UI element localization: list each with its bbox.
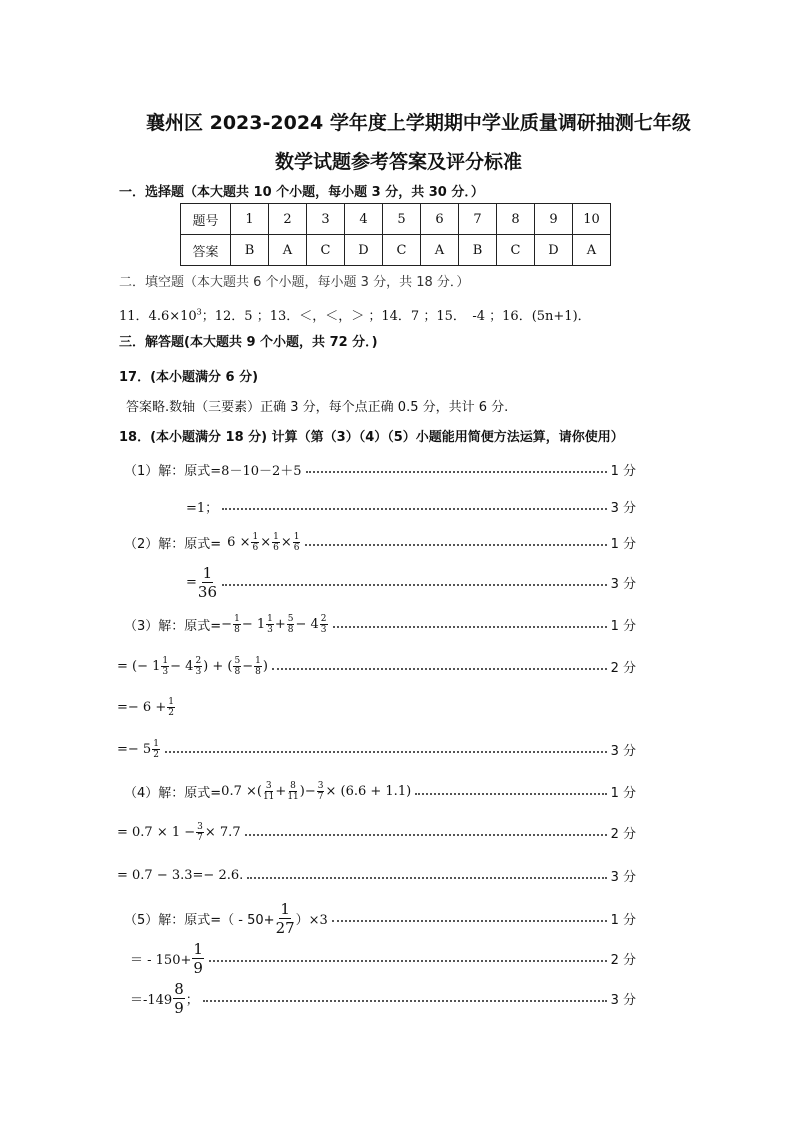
fraction: $\frac{1}{6}$ bbox=[252, 532, 259, 553]
q18-p1-line2 bbox=[186, 497, 636, 516]
leader-dots bbox=[333, 626, 607, 628]
table-cell: 8 bbox=[497, 204, 535, 235]
q18-p5-result-tail: ； bbox=[185, 993, 199, 1008]
q18-p3-result: =− 5 bbox=[117, 742, 152, 757]
table-cell: 10 bbox=[573, 204, 611, 235]
table-row bbox=[181, 235, 611, 266]
fraction: $\frac{1}{9}$ bbox=[193, 940, 203, 977]
fraction: $\frac{2}{3}$ bbox=[320, 614, 327, 635]
q18-p4-label: （4）解：原式= bbox=[124, 786, 222, 801]
table-cell: C bbox=[497, 235, 535, 266]
table-cell: A bbox=[269, 235, 307, 266]
fraction: $\frac{1}{6}$ bbox=[273, 532, 279, 553]
fraction: $\frac{3}{11}$ bbox=[262, 781, 275, 802]
leader-dots bbox=[306, 471, 607, 473]
q18-p4-expr-c: × (6.6 + 1.1) bbox=[325, 784, 412, 799]
fill-answers bbox=[119, 305, 591, 324]
score: 1 分 bbox=[610, 464, 636, 479]
q18-p3-step: =− 6 + bbox=[117, 700, 167, 715]
score: 2 分 bbox=[610, 953, 636, 968]
score: 1 分 bbox=[610, 786, 636, 801]
q18-p4-line1: （4）解：原式= 0.7 × ( $\frac{3}{11}$ + $\frac{8}{11}$ ) − $\frac{3}{7}$ × (6.6 + 1.1) 1 分 bbox=[124, 781, 636, 802]
fraction: $\frac{1}{3}$ bbox=[267, 614, 273, 635]
document-title: 襄州区 2023-2024 学年度上学期期中学业质量调研抽测七年级 bbox=[146, 112, 691, 134]
fill-q11-exponent: 3 bbox=[196, 307, 202, 317]
fraction: $\frac{5}{8}$ bbox=[234, 656, 241, 677]
score: 3 分 bbox=[610, 993, 636, 1008]
q18-p2-line1: （2）解：原式= 6 × $\frac{1}{6}$ × $\frac{1}{6}$ × $\frac{1}{6}$ 1 分 bbox=[124, 532, 636, 553]
leader-dots bbox=[272, 668, 607, 670]
fraction: $\frac{3}{7}$ bbox=[197, 822, 203, 843]
table-cell: 4 bbox=[345, 204, 383, 235]
q18-p4-expr-b: − bbox=[304, 784, 316, 799]
score: 1 分 bbox=[610, 619, 636, 634]
leader-dots bbox=[209, 960, 607, 962]
table-cell: 3 bbox=[307, 204, 345, 235]
q18-p5-line2 bbox=[130, 940, 636, 977]
q18-p3-line1: （3）解：原式= − $\frac{1}{8}$ − 1 $\frac{1}{3}$ + $\frac{5}{8}$ − 4 $\frac{2}{3}$ 1 分 bbox=[124, 614, 636, 635]
table-header-answer: 答案 bbox=[181, 235, 231, 266]
leader-dots bbox=[332, 920, 607, 922]
fraction: $\frac{1}{2}$ bbox=[153, 739, 159, 760]
table-cell: C bbox=[383, 235, 421, 266]
score: 1 分 bbox=[610, 913, 636, 928]
score: 1 分 bbox=[610, 537, 636, 552]
table-cell: A bbox=[573, 235, 611, 266]
score: 2 分 bbox=[610, 661, 636, 676]
table-cell: C bbox=[307, 235, 345, 266]
q18-p1-result: =1； bbox=[186, 501, 219, 516]
leader-dots bbox=[203, 1000, 607, 1002]
fraction: $\frac{3}{7}$ bbox=[317, 781, 324, 802]
fraction: $\frac{8}{11}$ bbox=[287, 781, 299, 802]
q18-p3-line2: = (− 1 $\frac{1}{3}$ − 4 $\frac{2}{3}$ ) + ( $\frac{5}{8}$ − $\frac{1}{8}$ ) 2 分 bbox=[117, 656, 636, 677]
table-row bbox=[181, 204, 611, 235]
score: 3 分 bbox=[610, 501, 636, 516]
table-cell: 1 bbox=[231, 204, 269, 235]
leader-dots bbox=[245, 834, 607, 836]
leader-dots bbox=[222, 584, 607, 586]
table-cell: A bbox=[421, 235, 459, 266]
q18-p5-step: ＝ - 150+ bbox=[130, 953, 192, 968]
table-cell: 6 bbox=[421, 204, 459, 235]
q18-p5-line3 bbox=[130, 980, 636, 1017]
q17-heading: 17．(本小题满分 6 分) bbox=[119, 370, 259, 385]
score: 2 分 bbox=[610, 827, 636, 842]
q18-p2-line2: = $\frac{1}{36}$ 3 分 bbox=[186, 564, 636, 601]
section-solve-heading: 三．解答题(本大题共 9 个小题，共 72 分．) bbox=[119, 335, 378, 350]
answer-table bbox=[180, 203, 611, 266]
score: 3 分 bbox=[610, 744, 636, 759]
leader-dots bbox=[415, 793, 606, 795]
section-choice-heading: 一．选择题（本大题共 10 个小题，每小题 3 分，共 30 分．） bbox=[119, 185, 484, 200]
q18-p4-expr-a: 0.7 × bbox=[221, 784, 257, 799]
fraction: $\frac{1}{8}$ bbox=[255, 656, 261, 677]
fraction: $\frac{1}{8}$ bbox=[234, 614, 240, 635]
fraction: $\frac{1}{27}$ bbox=[275, 900, 295, 937]
leader-dots bbox=[165, 751, 607, 753]
q18-p1-expr: =8－10－2＋5 bbox=[210, 464, 302, 479]
q18-p2-label: （2）解：原式= bbox=[124, 537, 222, 552]
fill-q11: 11．4.6×10 bbox=[119, 309, 197, 324]
table-cell: 2 bbox=[269, 204, 307, 235]
fraction: $\frac{8}{9}$ bbox=[174, 980, 184, 1017]
q18-p1-label: （1）解：原式 bbox=[124, 464, 211, 479]
q18-p4-step-a: = 0.7 × 1 − bbox=[117, 825, 196, 840]
table-cell: D bbox=[345, 235, 383, 266]
score: 3 分 bbox=[610, 870, 636, 885]
q18-p2-lead: 6 × bbox=[227, 535, 251, 550]
q18-p5-label: （5）解：原式=（ - 50+ bbox=[124, 913, 275, 928]
table-cell: D bbox=[535, 235, 573, 266]
fraction: $\frac{5}{8}$ bbox=[287, 614, 294, 635]
q17-body: 答案略.数轴（三要素）正确 3 分，每个点正确 0.5 分，共计 6 分. bbox=[126, 400, 509, 415]
fraction: $\frac{1}{3}$ bbox=[162, 656, 169, 677]
document-subtitle: 数学试题参考答案及评分标准 bbox=[275, 151, 523, 173]
q18-heading: 18．(本小题满分 18 分) 计算（第（3）（4）（5）小题能用简便方法运算，请你使用） bbox=[119, 430, 624, 445]
table-cell: 5 bbox=[383, 204, 421, 235]
leader-dots bbox=[305, 544, 606, 546]
table-cell: B bbox=[459, 235, 497, 266]
fraction: $\frac{2}{3}$ bbox=[195, 656, 202, 677]
table-cell: 9 bbox=[535, 204, 573, 235]
q18-p3-line3 bbox=[117, 697, 176, 718]
q18-p5-line1 bbox=[124, 900, 636, 937]
table-header-number: 题号 bbox=[181, 204, 231, 235]
leader-dots bbox=[222, 508, 606, 510]
fraction: $\frac{1}{2}$ bbox=[168, 697, 174, 718]
q18-p4-result: = 0.7 − 3.3=− 2.6. bbox=[117, 868, 244, 883]
q18-p5-result: ＝-149 bbox=[130, 993, 173, 1008]
fill-rest: ；12．5 ；13．＜，＜，＞ ；14．7 ；15． -4 ；16．(5n+1)． bbox=[201, 309, 591, 324]
q18-p3-label: （3）解：原式= bbox=[124, 619, 222, 634]
q18-p1-line1 bbox=[124, 460, 636, 479]
score: 3 分 bbox=[610, 577, 636, 592]
q18-p4-step-b: × 7.7 bbox=[204, 825, 241, 840]
q18-p4-line2 bbox=[117, 822, 636, 843]
section-fill-heading: 二．填空题（本大题共 6 个小题，每小题 3 分，共 18 分．） bbox=[119, 275, 470, 290]
leader-dots bbox=[247, 877, 606, 879]
table-cell: B bbox=[231, 235, 269, 266]
q18-p4-line3 bbox=[117, 866, 636, 885]
fraction: $\frac{1}{6}$ bbox=[293, 532, 300, 553]
table-cell: 7 bbox=[459, 204, 497, 235]
fraction: $\frac{1}{36}$ bbox=[197, 564, 217, 601]
q18-p3-line4 bbox=[117, 739, 636, 760]
q18-p5-tail: ）×3 bbox=[295, 913, 328, 928]
